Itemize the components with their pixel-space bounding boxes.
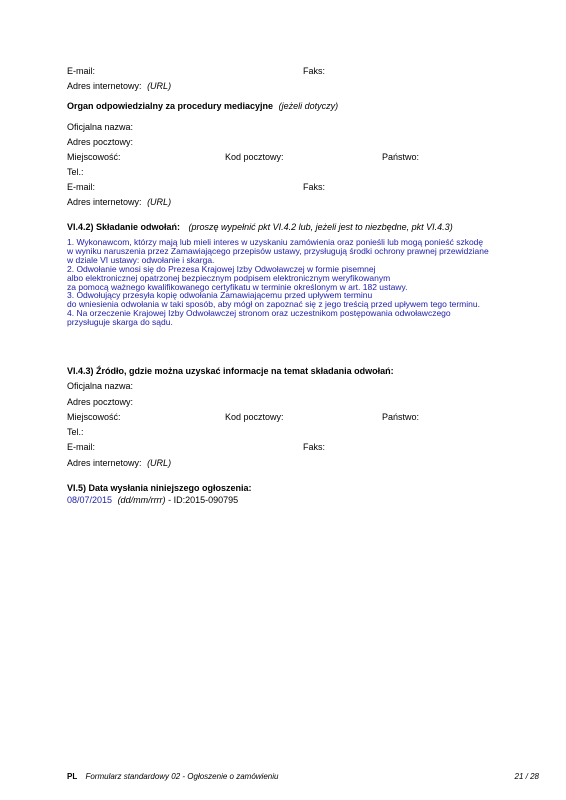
- appeals-line: 3. Odwołujący przesyła kopię odwołania Zamawiającemu przed upływem terminu: [67, 290, 373, 301]
- mediation-web-label: Adres internetowy:: [67, 197, 142, 207]
- web-label: [67, 81, 171, 92]
- footer-form-name: Formularz standardowy 02 - Ogłoszenie o zamówieniu: [85, 772, 279, 781]
- dispatch-date: 08/07/2015: [67, 495, 113, 505]
- footer-page-number: 21 / 28: [514, 772, 539, 781]
- appeals-line: 2. Odwołanie wnosi się do Prezesa Krajowej Izby Odwoławczej w formie pisemnej: [67, 263, 376, 274]
- fax-label: Faks:: [303, 66, 326, 76]
- mediation-heading: [67, 101, 338, 112]
- appeals-text: [67, 238, 545, 327]
- appeals-line: w dziale VI ustawy: odwołanie i skarga.: [67, 254, 215, 265]
- appeals-heading-text: VI.4.2) Składanie odwołań:: [67, 222, 181, 232]
- info-country: Państwo:: [382, 412, 420, 422]
- info-web-hint: (URL): [147, 458, 172, 468]
- footer-lang: PL: [67, 772, 78, 781]
- dispatch-line: [67, 495, 238, 506]
- appeals-line: w wyniku naruszenia przez Zamawiającego przepisów ustawy, przysługują środki ochrony prawnej przewidziane: [67, 245, 489, 256]
- page-footer: [67, 772, 278, 782]
- mediation-heading-note: (jeżeli dotyczy): [278, 101, 339, 111]
- mediation-web-hint: (URL): [147, 197, 172, 207]
- dispatch-heading: VI.5) Data wysłania niniejszego ogłoszenia:: [67, 483, 252, 493]
- appeals-heading: [67, 222, 453, 233]
- appeals-heading-note: (proszę wypełnić pkt VI.4.2 lub, jeżeli jest to niezbędne, pkt VI.4.3): [188, 222, 453, 232]
- info-web: [67, 458, 171, 469]
- mediation-locality: Miejscowość:: [67, 152, 121, 162]
- dispatch-id: - ID:2015-090795: [168, 495, 239, 505]
- mediation-web: [67, 197, 171, 208]
- appeals-line: przysługuje skarga do sądu.: [67, 317, 173, 328]
- email-label: E-mail:: [67, 66, 96, 76]
- info-postal-address: Adres pocztowy:: [67, 397, 134, 407]
- appeals-line: albo elektronicznej opatrzonej bezpiecznym podpisem elektronicznym weryfikowanym: [67, 272, 391, 283]
- web-hint: (URL): [147, 81, 172, 91]
- info-web-label: Adres internetowy:: [67, 458, 142, 468]
- mediation-official-name: Oficjalna nazwa:: [67, 122, 134, 132]
- appeals-line: 1. Wykonawcom, którzy mają lub mieli interes w uzyskaniu zamówienia oraz ponieśli lub mogą ponieść szkodę: [67, 237, 484, 247]
- dispatch-date-format: (dd/mm/rrrr): [117, 495, 166, 505]
- info-locality: Miejscowość:: [67, 412, 121, 422]
- info-email: E-mail:: [67, 442, 96, 452]
- info-official-name: Oficjalna nazwa:: [67, 381, 134, 391]
- mediation-tel: Tel.:: [67, 167, 84, 177]
- appeals-line: 4. Na orzeczenie Krajowej Izby Odwoławczej stronom oraz uczestnikom postępowania odwoławczego: [67, 308, 451, 319]
- appeals-line: do wniesienia odwołania w taki sposób, aby mógł on zapoznać się z jego treścią przed upływem tego terminu.: [67, 299, 480, 310]
- mediation-heading-text: Organ odpowiedzialny za procedury mediacyjne: [67, 101, 274, 111]
- mediation-country: Państwo:: [382, 152, 420, 162]
- info-fax: Faks:: [303, 442, 326, 452]
- info-tel: Tel.:: [67, 427, 84, 437]
- info-postal-code: Kod pocztowy:: [225, 412, 284, 422]
- mediation-email: E-mail:: [67, 182, 96, 192]
- web-label-text: Adres internetowy:: [67, 81, 142, 91]
- info-source-heading: VI.4.3) Źródło, gdzie można uzyskać informacje na temat składania odwołań:: [67, 366, 394, 376]
- mediation-postal-code: Kod pocztowy:: [225, 152, 284, 162]
- mediation-fax: Faks:: [303, 182, 326, 192]
- appeals-line: za pomocą ważnego kwalifikowanego certyfikatu w terminie określonym w art. 182 ustawy.: [67, 281, 408, 292]
- mediation-postal-address: Adres pocztowy:: [67, 137, 134, 147]
